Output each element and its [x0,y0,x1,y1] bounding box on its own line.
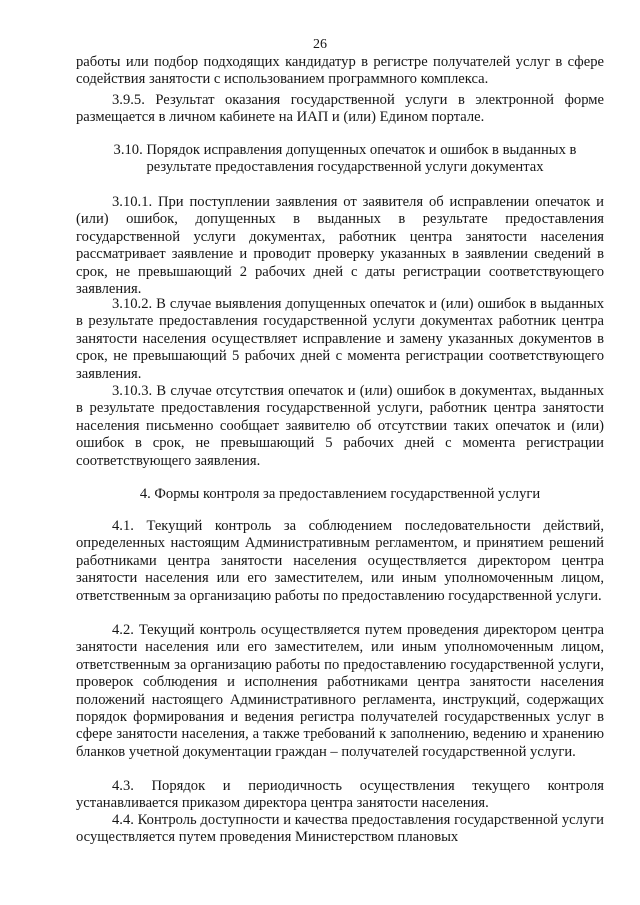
paragraph-3-9-5: 3.9.5. Результат оказания государственной услуги в электронной форме размещается в личном кабинете на ИАП и (или) Едином портале. [76,92,604,126]
paragraph-continuation: работы или подбор подходящих кандидатур в регистре получателей услуг в сфере содействия занятости с использованием программного комплекса. [76,54,604,88]
paragraph-4-3: 4.3. Порядок и периодичность осуществления текущего контроля устанавливается приказом директора центра занятости населения. [76,778,604,812]
page-number: 26 [313,37,327,52]
paragraph-3-10-3: 3.10.3. В случае отсутствия опечаток и (или) ошибок в документах, выданных в результате предоставления государственной услуги, работник центра занятости населения письменно сообщает заявителю об отсутствии таких опечаток и (или) ошибок в срок, не превышающий 5 рабочих дней с момента регистрации соответствующего заявления. [76,383,604,469]
paragraph-4-4: 4.4. Контроль доступности и качества предоставления государственной услуги осуществляется путем проведения Министерством плановых [76,812,604,846]
paragraph-3-10-2: 3.10.2. В случае выявления допущенных опечаток и (или) ошибок в выданных в результате предоставления государственной услуги документах работник центра занятости населения осуществляет исправление и замену указанных документов в срок, не превышающий 5 рабочих дней с момента регистрации соответствующего заявления. [76,296,604,382]
paragraph-4-1: 4.1. Текущий контроль за соблюдением последовательности действий, определенных настоящим Административным регламентом, и принятием решений работниками центра занятости населения осуществляется директором центра занятости населения или его заместителем, или иным уполномоченным лицом, ответственным за организацию работы по предоставлению государственной услуги. [76,518,604,604]
section-heading-4: 4. Формы контроля за предоставлением государственной услуги [139,486,541,502]
paragraph-3-10-1: 3.10.1. При поступлении заявления от заявителя об исправлении опечаток и (или) ошибок, допущенных в выданных в результате предоставления государственной услуги документах, работник центра занятости населения рассматривает заявление и проводит проверку указанных в заявлении сведений в срок, не превышающий 2 рабочих дней с даты регистрации соответствующего заявления. [76,194,604,298]
paragraph-4-2: 4.2. Текущий контроль осуществляется путем проведения директором центра занятости населения или его заместителем, или иным уполномоченным лицом, ответственным за организацию работы по предоставлению государственной услуги, проверок соблюдения и исполнения работниками центра занятости населения положений настоящего Административного регламента, инструкций, содержащих порядок формирования и ведения регистра получателей государственных услуг в сфере занятости населения, а также требований к заполнению, ведению и хранению бланков учетной документации граждан – получателей государственной услуги. [76,622,604,760]
section-heading-3-10: 3.10. Порядок исправления допущенных опечаток и ошибок в выданных в результате предоставления государственной услуги документах [113,142,577,176]
